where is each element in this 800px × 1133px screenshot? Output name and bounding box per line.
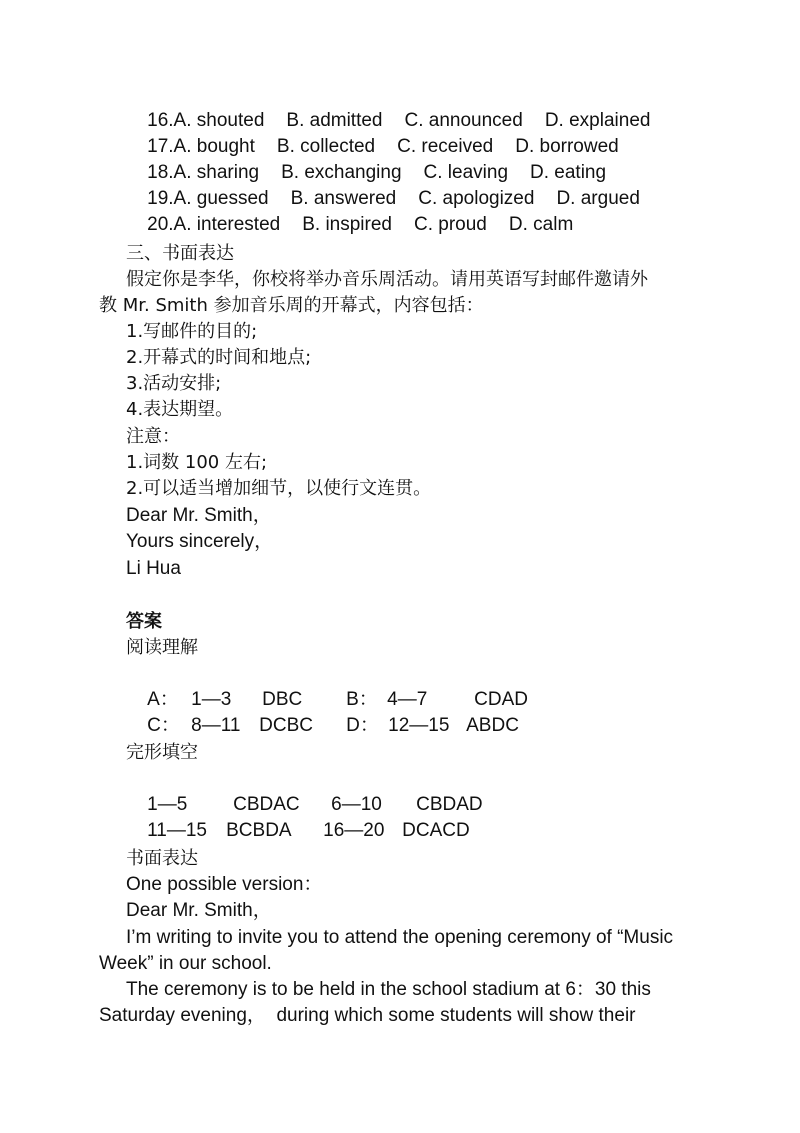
option-b: B. inspired <box>302 214 392 235</box>
question-number: 16. <box>147 110 174 131</box>
answers-title: 答案 <box>126 611 162 632</box>
answer-key: CBDAD <box>416 794 483 815</box>
question-range: 12—15 <box>388 715 450 736</box>
note-label: 注意： <box>126 426 180 447</box>
option-b: B. admitted <box>286 110 383 131</box>
reading-heading: 阅读理解 <box>126 637 198 658</box>
option-d: D. borrowed <box>515 136 619 157</box>
note-2: 2.可以适当增加细节，以使行文连贯。 <box>126 478 432 499</box>
option-a: A. bought <box>173 136 255 157</box>
option-c: C. announced <box>404 110 523 131</box>
option-a: A. sharing <box>173 162 260 183</box>
cloze-heading: 完形填空 <box>126 742 198 763</box>
option-b: B. answered <box>290 188 397 209</box>
option-c: C. leaving <box>423 162 509 183</box>
option-c: C. proud <box>414 214 487 235</box>
letter-closing: Yours sincerely， <box>126 531 274 552</box>
option-d: D. calm <box>508 214 574 235</box>
option-c: C. received <box>397 136 494 157</box>
version-label: One possible version： <box>126 874 323 895</box>
writing-prompt-line2: 教 Mr. Smith 参加音乐周的开幕式，内容包括： <box>99 295 484 316</box>
letter-signature: Li Hua <box>126 558 181 579</box>
section-letter: C： <box>147 715 180 736</box>
answer-key: DBC <box>262 689 303 710</box>
option-d: D. eating <box>530 162 607 183</box>
option-d: D. argued <box>556 188 640 209</box>
option-a: A. interested <box>173 214 281 235</box>
question-range: 4—7 <box>387 689 428 710</box>
answer-key: DCBC <box>259 715 313 736</box>
writing-section-heading: 三、书面表达 <box>126 243 234 264</box>
model-paragraph-2-line2: Saturday evening， during which some students will show their <box>99 1005 636 1026</box>
model-paragraph-2-line1: The ceremony is to be held in the school stadium at 6：30 this <box>126 979 651 1000</box>
writing-point-3: 3.活动安排; <box>126 373 222 394</box>
question-range: 6—10 <box>331 794 382 815</box>
writing-point-1: 1.写邮件的目的; <box>126 321 258 342</box>
section-letter: B： <box>346 689 378 710</box>
answer-key: CBDAC <box>233 794 300 815</box>
option-a: A. guessed <box>173 188 269 209</box>
answer-key: DCACD <box>402 820 470 841</box>
answer-key: BCBDA <box>226 820 292 841</box>
note-1: 1.词数 100 左右; <box>126 452 268 473</box>
letter-salutation: Dear Mr. Smith， <box>126 505 272 526</box>
writing-answer-heading: 书面表达 <box>126 848 198 869</box>
section-letter: A： <box>147 689 179 710</box>
question-range: 11—15 <box>147 820 207 841</box>
option-c: C. apologized <box>418 188 535 209</box>
writing-point-4: 4.表达期望。 <box>126 399 234 420</box>
answer-key: CDAD <box>474 689 528 710</box>
question-number: 18. <box>147 162 174 183</box>
writing-prompt-line1: 假定你是李华，你校将举办音乐周活动。请用英语写封邮件邀请外 <box>126 269 648 290</box>
question-range: 1—5 <box>147 794 188 815</box>
option-b: B. collected <box>276 136 376 157</box>
question-number: 17. <box>147 136 174 157</box>
question-number: 19. <box>147 188 174 209</box>
question-range: 8—11 <box>191 715 241 736</box>
model-paragraph-1-line2: Week” in our school. <box>99 953 272 974</box>
answer-key: ABDC <box>466 715 519 736</box>
section-letter: D： <box>346 715 379 736</box>
writing-point-2: 2.开幕式的时间和地点; <box>126 347 312 368</box>
question-number: 20. <box>147 214 174 235</box>
question-range: 16—20 <box>323 820 385 841</box>
model-paragraph-1-line1: I’m writing to invite you to attend the opening ceremony of “Music <box>126 927 674 948</box>
option-d: D. explained <box>544 110 651 131</box>
option-b: B. exchanging <box>281 162 402 183</box>
question-range: 1—3 <box>191 689 232 710</box>
model-salutation: Dear Mr. Smith， <box>126 900 272 921</box>
option-a: A. shouted <box>173 110 265 131</box>
